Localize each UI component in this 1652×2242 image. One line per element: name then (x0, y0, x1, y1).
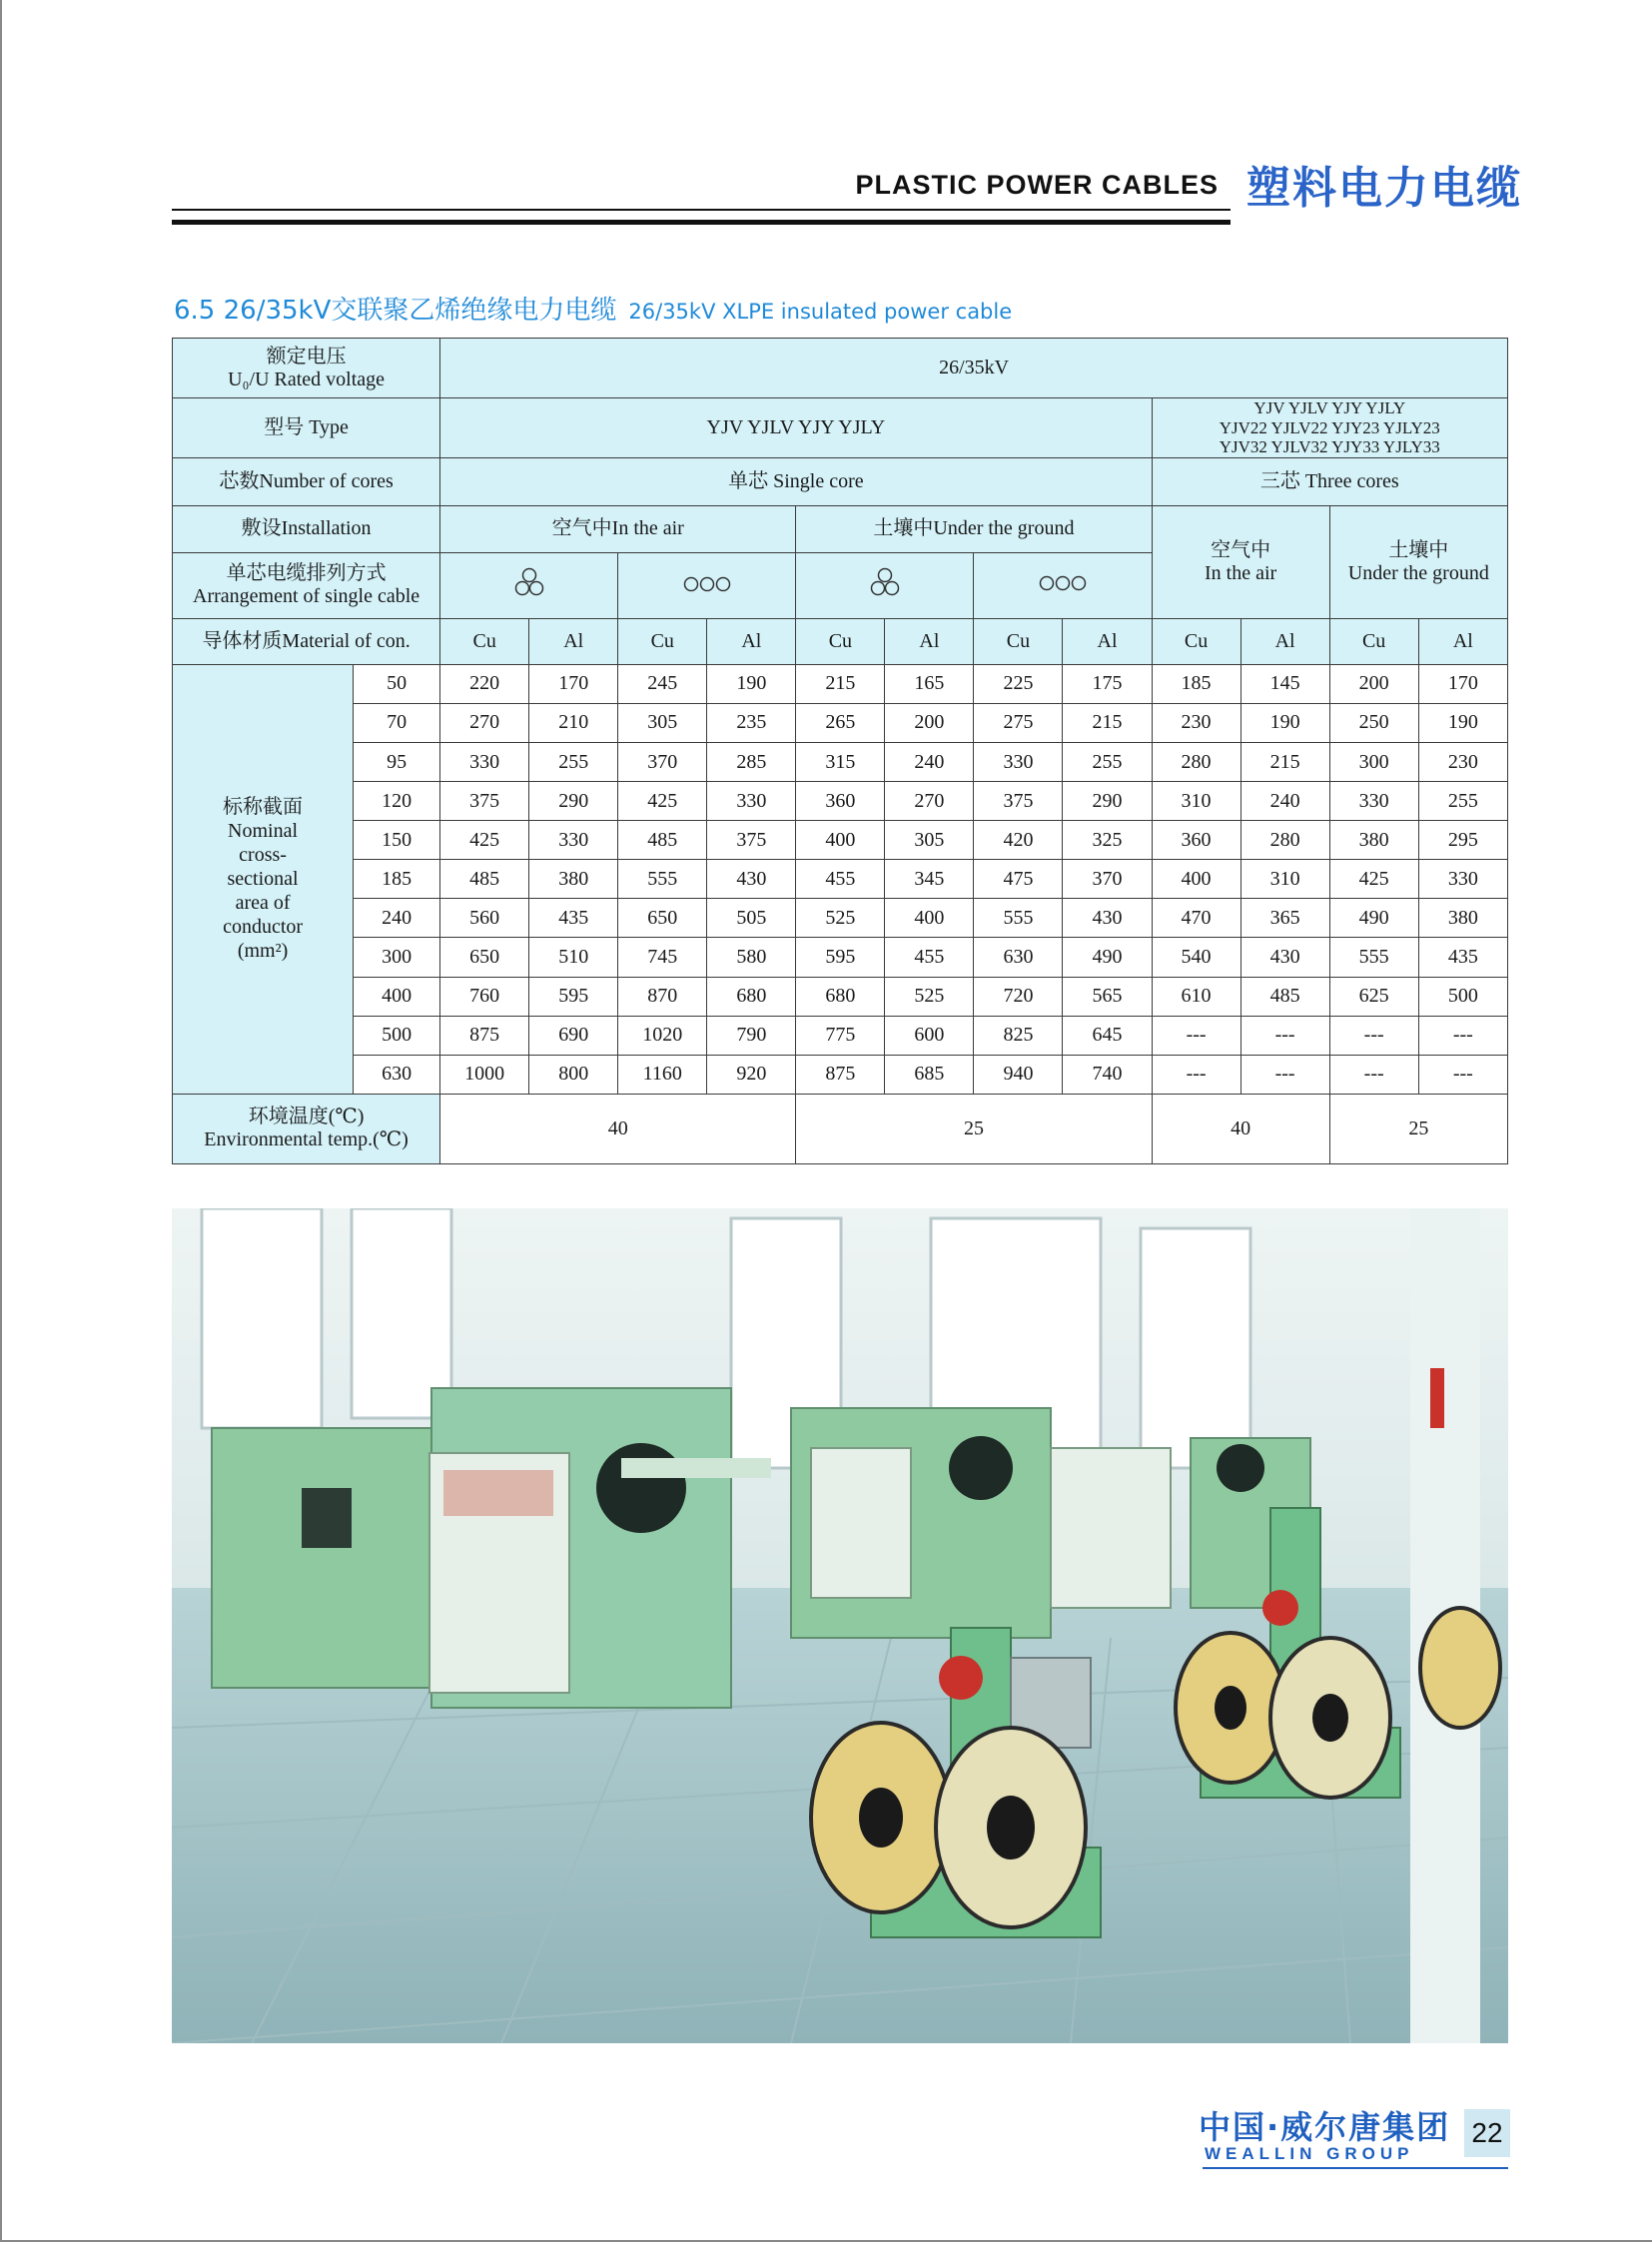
material-label: 导体材质Material of con. (173, 618, 440, 664)
size-cell: 185 (354, 860, 440, 899)
three-under-ground-cn: 土壤中 (1388, 539, 1449, 562)
rating-cell: 485 (440, 860, 529, 899)
type-single-core: YJV YJLV YJY YJLY (440, 398, 1152, 458)
table-row (173, 899, 1508, 938)
rating-cell: 380 (1418, 899, 1507, 938)
table-row (173, 664, 1508, 703)
factory-photo (172, 1208, 1508, 2043)
rating-cell: 370 (1063, 860, 1152, 899)
size-cell: 400 (354, 977, 440, 1016)
material-cell: Al (707, 618, 796, 664)
rating-cell: 650 (618, 899, 707, 938)
rating-cell: 200 (885, 703, 974, 742)
rating-cell: 720 (974, 977, 1063, 1016)
rating-cell: 310 (1152, 782, 1240, 821)
material-cell: Cu (796, 618, 885, 664)
rating-cell: 380 (529, 860, 618, 899)
rating-cell: 295 (1418, 821, 1507, 860)
rating-cell: 825 (974, 1016, 1063, 1055)
rating-cell: 170 (529, 664, 618, 703)
rating-cell: 745 (618, 938, 707, 977)
rating-cell: 875 (440, 1016, 529, 1055)
rating-cell: 275 (974, 703, 1063, 742)
flat-arrangement-icon (974, 552, 1152, 618)
size-cell: 500 (354, 1016, 440, 1055)
size-cell: 50 (354, 664, 440, 703)
size-cell: 120 (354, 782, 440, 821)
material-cell: Al (1418, 618, 1507, 664)
rating-cell: 200 (1329, 664, 1418, 703)
rating-cell: --- (1240, 1055, 1329, 1094)
three-cores-header: 三芯 Three cores (1152, 458, 1507, 506)
rating-cell: 485 (618, 821, 707, 860)
rating-cell: 230 (1418, 742, 1507, 781)
rating-cell: 400 (1152, 860, 1240, 899)
size-cell: 300 (354, 938, 440, 977)
rating-cell: 800 (529, 1055, 618, 1094)
size-cell: 150 (354, 821, 440, 860)
rating-cell: --- (1418, 1016, 1507, 1055)
rating-cell: 555 (618, 860, 707, 899)
table-row (173, 938, 1508, 977)
table-row (173, 742, 1508, 781)
rated-voltage-value: 26/35kV (440, 339, 1508, 398)
table-row (173, 703, 1508, 742)
rating-cell: 470 (1152, 899, 1240, 938)
rating-cell: 680 (796, 977, 885, 1016)
rating-cell: --- (1240, 1016, 1329, 1055)
rating-cell: 540 (1152, 938, 1240, 977)
type-three-line-1: YJV YJLV YJY YJLY (1253, 398, 1406, 418)
table-row (173, 860, 1508, 899)
rating-cell: 685 (885, 1055, 974, 1094)
rating-cell: 940 (974, 1055, 1063, 1094)
rating-cell: 475 (974, 860, 1063, 899)
rating-cell: 330 (1329, 782, 1418, 821)
rating-cell: 330 (707, 782, 796, 821)
rating-cell: 235 (707, 703, 796, 742)
current-rating-table (172, 338, 1508, 1164)
rating-cell: 1000 (440, 1055, 529, 1094)
table-row (173, 782, 1508, 821)
size-cell: 95 (354, 742, 440, 781)
rating-cell: 875 (796, 1055, 885, 1094)
header-rule-thick (172, 220, 1231, 225)
rating-cell: --- (1152, 1016, 1240, 1055)
rating-cell: 490 (1329, 899, 1418, 938)
type-three-line-3: YJV32 YJLV32 YJY33 YJLY33 (1219, 437, 1440, 457)
material-cell: Al (1063, 618, 1152, 664)
rating-cell: 190 (1418, 703, 1507, 742)
rating-cell: 305 (885, 821, 974, 860)
rating-cell: 250 (1329, 703, 1418, 742)
rating-cell: --- (1329, 1055, 1418, 1094)
table-row (173, 1016, 1508, 1055)
rating-cell: 740 (1063, 1055, 1152, 1094)
nominal-area-label-en: Nominal cross-sectional area of conductor (223, 820, 304, 939)
rating-cell: 505 (707, 899, 796, 938)
rating-cell: 270 (885, 782, 974, 821)
single-in-air-header: 空气中In the air (440, 506, 796, 552)
rating-cell: 210 (529, 703, 618, 742)
rating-cell: 555 (1329, 938, 1418, 977)
rating-cell: 330 (440, 742, 529, 781)
material-cell: Cu (974, 618, 1063, 664)
size-cell: 240 (354, 899, 440, 938)
rating-cell: 870 (618, 977, 707, 1016)
temp-label (173, 1094, 440, 1163)
material-cell: Cu (440, 618, 529, 664)
section-title (174, 290, 1012, 327)
three-under-ground-header (1329, 506, 1507, 618)
rating-cell: 425 (440, 821, 529, 860)
rating-cell: 435 (1418, 938, 1507, 977)
rating-cell: 325 (1063, 821, 1152, 860)
temp-three-ground: 25 (1329, 1094, 1507, 1163)
rating-cell: 240 (1240, 782, 1329, 821)
rating-cell: 425 (618, 782, 707, 821)
rating-cell: 555 (974, 899, 1063, 938)
rating-cell: 690 (529, 1016, 618, 1055)
rating-cell: 435 (529, 899, 618, 938)
rating-cell: 215 (1240, 742, 1329, 781)
three-in-air-header (1152, 506, 1329, 618)
type-label: 型号 Type (173, 398, 440, 458)
three-in-air-cn: 空气中 (1211, 539, 1271, 562)
rating-cell: 300 (1329, 742, 1418, 781)
table-row (173, 977, 1508, 1016)
rating-cell: 525 (796, 899, 885, 938)
rated-voltage-label (173, 339, 440, 398)
rating-cell: 375 (440, 782, 529, 821)
rating-cell: --- (1329, 1016, 1418, 1055)
rating-cell: 455 (796, 860, 885, 899)
rating-cell: 430 (1063, 899, 1152, 938)
rating-cell: 315 (796, 742, 885, 781)
rating-cell: 215 (796, 664, 885, 703)
rating-cell: 190 (1240, 703, 1329, 742)
rating-cell: 775 (796, 1016, 885, 1055)
rating-cell: 175 (1063, 664, 1152, 703)
rating-cell: 455 (885, 938, 974, 977)
temp-single-ground: 25 (796, 1094, 1152, 1163)
header-title-cn: 塑料电力电缆 (1246, 163, 1522, 214)
rating-cell: 305 (618, 703, 707, 742)
footer-logo-en: WEALLIN GROUP (1205, 2144, 1414, 2163)
rating-cell: 580 (707, 938, 796, 977)
rating-cell: 485 (1240, 977, 1329, 1016)
rating-cell: 500 (1418, 977, 1507, 1016)
rating-cell: 920 (707, 1055, 796, 1094)
rating-cell: 375 (707, 821, 796, 860)
flat-arrangement-icon (618, 552, 796, 618)
nominal-area-label-cn: 标称截面 (223, 796, 304, 819)
size-cell: 70 (354, 703, 440, 742)
header-title-en: PLASTIC POWER CABLES (855, 170, 1219, 200)
rating-cell: 565 (1063, 977, 1152, 1016)
rating-cell: 255 (1418, 782, 1507, 821)
rating-cell: 595 (796, 938, 885, 977)
footer-rule (1203, 2167, 1508, 2169)
rating-cell: 280 (1152, 742, 1240, 781)
type-three-line-2: YJV22 YJLV22 YJY23 YJLY23 (1219, 417, 1440, 437)
rating-cell: 190 (707, 664, 796, 703)
nominal-area-label (173, 664, 354, 1094)
header-rule-thin (172, 209, 1231, 211)
footer-logo-cn: 中国·威尔唐集团 (1199, 2108, 1451, 2146)
rating-cell: 645 (1063, 1016, 1152, 1055)
factory-photo-illustration (172, 1208, 1508, 2043)
rating-cell: 420 (974, 821, 1063, 860)
temp-three-air: 40 (1152, 1094, 1329, 1163)
arrangement-label-en: Arrangement of single cable (193, 585, 420, 608)
rating-cell: 490 (1063, 938, 1152, 977)
rating-cell: 345 (885, 860, 974, 899)
rating-cell: 215 (1063, 703, 1152, 742)
section-title-cn: 6.5 26/35kV交联聚乙烯绝缘电力电缆 (174, 296, 617, 326)
rating-cell: 430 (1240, 938, 1329, 977)
material-cell: Al (885, 618, 974, 664)
trefoil-arrangement-icon (796, 552, 974, 618)
table-row (173, 821, 1508, 860)
temp-label-cn: 环境温度(℃) (248, 1106, 365, 1128)
rating-cell: 270 (440, 703, 529, 742)
rated-voltage-label-en: U₀/U Rated voltage (228, 368, 386, 390)
rated-voltage-label-cn: 额定电压 (266, 345, 347, 368)
rating-cell: 285 (707, 742, 796, 781)
material-cell: Al (529, 618, 618, 664)
rating-cell: 365 (1240, 899, 1329, 938)
table-row (173, 1055, 1508, 1094)
rating-cell: 310 (1240, 860, 1329, 899)
section-title-en: 26/35kV XLPE insulated power cable (628, 300, 1013, 324)
rating-cell: 330 (974, 742, 1063, 781)
rating-cell: 650 (440, 938, 529, 977)
page-frame-left (0, 0, 2, 2242)
trefoil-arrangement-icon (440, 552, 618, 618)
installation-label: 敷设Installation (173, 506, 440, 552)
rating-cell: 290 (1063, 782, 1152, 821)
rating-cell: 145 (1240, 664, 1329, 703)
rating-cell: 1160 (618, 1055, 707, 1094)
rating-cell: 760 (440, 977, 529, 1016)
temp-label-en: Environmental temp.(℃) (204, 1128, 409, 1151)
material-cell: Cu (618, 618, 707, 664)
rating-cell: 625 (1329, 977, 1418, 1016)
rating-cell: 425 (1329, 860, 1418, 899)
rating-cell: 360 (796, 782, 885, 821)
rating-cell: 610 (1152, 977, 1240, 1016)
rating-cell: 330 (1418, 860, 1507, 899)
single-under-ground-header: 土壤中Under the ground (796, 506, 1152, 552)
rating-cell: 370 (618, 742, 707, 781)
material-cell: Cu (1329, 618, 1418, 664)
rating-cell: 265 (796, 703, 885, 742)
rating-cell: 790 (707, 1016, 796, 1055)
rating-cell: 280 (1240, 821, 1329, 860)
rating-cell: 560 (440, 899, 529, 938)
rating-cell: --- (1152, 1055, 1240, 1094)
rating-cell: 595 (529, 977, 618, 1016)
rating-cell: 255 (1063, 742, 1152, 781)
arrangement-label-cn: 单芯电缆排列方式 (226, 562, 387, 585)
rating-cell: 255 (529, 742, 618, 781)
rating-cell: --- (1418, 1055, 1507, 1094)
rating-cell: 400 (796, 821, 885, 860)
rating-cell: 240 (885, 742, 974, 781)
rating-cell: 220 (440, 664, 529, 703)
single-core-header: 单芯 Single core (440, 458, 1152, 506)
rating-cell: 170 (1418, 664, 1507, 703)
rating-cell: 225 (974, 664, 1063, 703)
rating-cell: 360 (1152, 821, 1240, 860)
rating-cell: 375 (974, 782, 1063, 821)
rating-cell: 230 (1152, 703, 1240, 742)
rating-cell: 290 (529, 782, 618, 821)
nominal-area-unit: (mm²) (237, 940, 289, 963)
material-cell: Al (1240, 618, 1329, 664)
rating-cell: 400 (885, 899, 974, 938)
temp-single-air: 40 (440, 1094, 796, 1163)
rating-cell: 430 (707, 860, 796, 899)
arrangement-label (173, 552, 440, 618)
rating-cell: 330 (529, 821, 618, 860)
rating-cell: 630 (974, 938, 1063, 977)
type-three-core (1152, 398, 1507, 458)
rating-cell: 165 (885, 664, 974, 703)
rating-cell: 525 (885, 977, 974, 1016)
cores-label: 芯数Number of cores (173, 458, 440, 506)
material-cell: Cu (1152, 618, 1240, 664)
rating-cell: 1020 (618, 1016, 707, 1055)
rating-cell: 380 (1329, 821, 1418, 860)
page-number: 22 (1464, 2109, 1510, 2157)
rating-cell: 245 (618, 664, 707, 703)
three-in-air-en: In the air (1204, 562, 1277, 585)
three-under-ground-en: Under the ground (1347, 562, 1489, 585)
rating-cell: 600 (885, 1016, 974, 1055)
rating-cell: 185 (1152, 664, 1240, 703)
rating-cell: 680 (707, 977, 796, 1016)
size-cell: 630 (354, 1055, 440, 1094)
rating-cell: 510 (529, 938, 618, 977)
